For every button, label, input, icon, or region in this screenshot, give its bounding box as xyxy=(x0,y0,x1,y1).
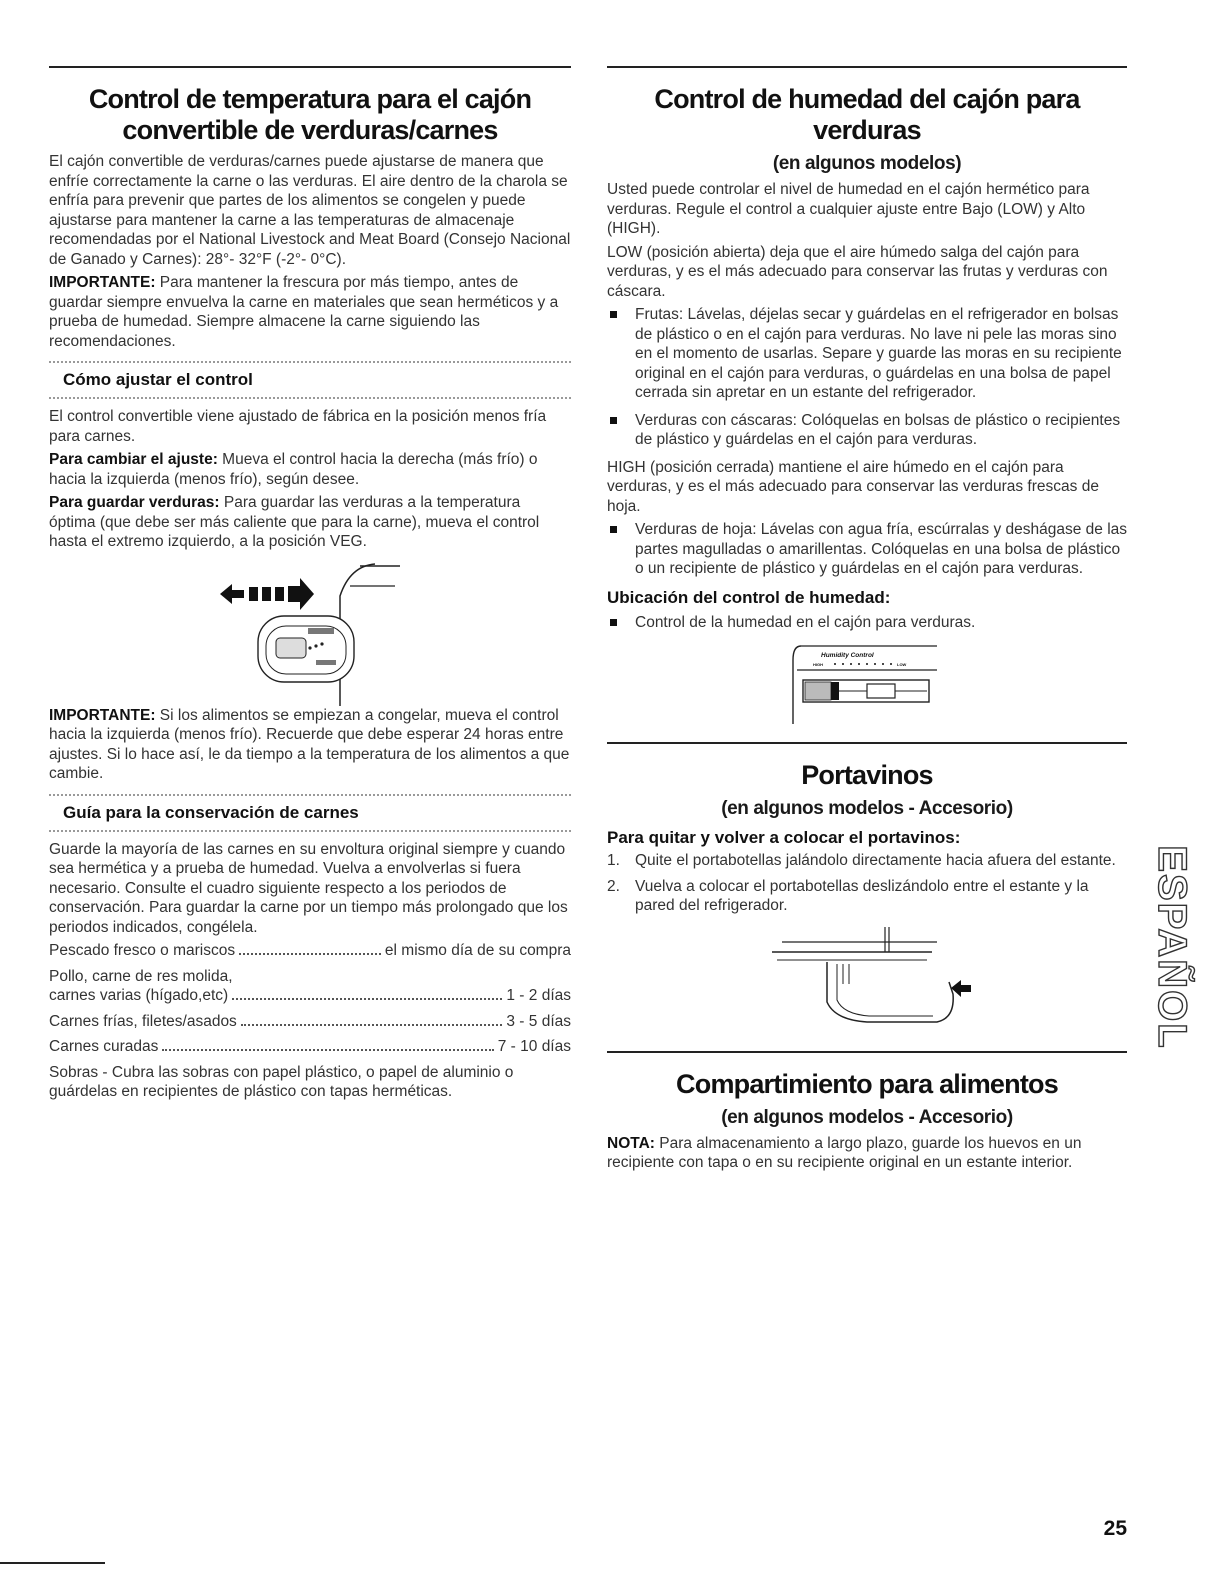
important-text: Para mantener la frescura por más tiempo, antes de guardar siempre envuelva la carne en materiales que sean herméticos y a prueba de humedad. Siempre almacene la carne siguiendo las recomendaciones. xyxy=(49,274,559,350)
important-note-2 xyxy=(49,706,571,784)
storage-row-cured xyxy=(49,1037,571,1057)
important-label: IMPORTANTE: xyxy=(49,706,156,724)
section-rule xyxy=(607,66,1127,68)
important-note-1 xyxy=(49,273,571,351)
store-vegetables-text: Para guardar las verduras a la temperatura óptima (que debe ser más caliente que para la carne), mueva el control hasta el extremo izquierdo, a la posición VEG. xyxy=(49,494,540,550)
humidity-location-heading: Ubicación del control de humedad: xyxy=(607,587,891,607)
meat-guide-heading: Guía para la conservación de carnes xyxy=(63,802,359,822)
food-compartment-title: Compartimiento para alimentos xyxy=(676,1068,1058,1099)
step-text: Quite el portabotellas jalándolo directamente hacia afuera del estante. xyxy=(635,852,1116,869)
wine-rack-steps xyxy=(607,851,1127,916)
storage-item: Carnes curadas xyxy=(49,1038,159,1055)
list-item: Verduras con cáscaras: Colóquelas en bolsas de plástico o recipientes de plástico y guárdelas en el cajón para verduras. xyxy=(607,411,1127,450)
storage-item: Carnes frías, filetes/asados xyxy=(49,1012,237,1030)
storage-item: Pescado fresco o mariscos xyxy=(49,942,236,959)
store-vegetables-paragraph xyxy=(49,493,571,552)
section-rule xyxy=(607,742,1127,744)
footer-rule xyxy=(0,1562,105,1564)
storage-period: 3 - 5 días xyxy=(506,1012,571,1030)
humidity-subtitle: (en algunos modelos) xyxy=(772,153,962,174)
change-setting-text: Mueva el control hacia la derecha (más frío) o hacia la izquierda (menos frío), según desee. xyxy=(49,451,538,488)
wine-rack-title: Portavinos xyxy=(801,760,933,790)
store-vegetables-label: Para guardar verduras: xyxy=(49,494,220,511)
leftovers-note: Sobras - Cubra las sobras con papel plástico, o papel de aluminio o guárdelas en recipientes de plástico con tapas herméticas. xyxy=(49,1063,514,1100)
storage-row-cold-cuts xyxy=(49,1012,571,1032)
dotted-rule xyxy=(49,830,571,832)
convertible-control-illustration xyxy=(200,556,420,706)
food-compartment-subtitle: (en algunos modelos - Accesorio) xyxy=(721,1106,1013,1128)
section-rule xyxy=(49,66,571,68)
step-item xyxy=(607,851,1127,871)
adjust-control-heading: Cómo ajustar el control xyxy=(63,370,253,389)
change-setting-label: Para cambiar el ajuste: xyxy=(49,451,218,468)
section-rule xyxy=(607,1051,1127,1053)
storage-row-poultry xyxy=(49,986,571,1006)
humidity-control-illustration xyxy=(787,640,947,724)
step-number: 1. xyxy=(607,852,620,869)
adjust-control-subheading xyxy=(49,361,571,399)
dotted-rule xyxy=(49,397,571,399)
storage-period: 1 - 2 días xyxy=(506,987,571,1004)
left-column xyxy=(49,66,571,1106)
temperature-intro: El cajón convertible de verduras/carnes puede ajustarse de manera que enfríe correctamente la carne o las verduras. El aire dentro de la charola se enfría para prevenir que partes de los alimentos se congelen y puede ajustarse para mantener la carne a las temperaturas de almacenaje recomendadas por el National Livestock and Meat Board (Consejo Nacional de Ganado y Carnes): 28°- 32°F (-2°- 0°C). xyxy=(49,153,571,268)
step-number: 2. xyxy=(607,877,620,895)
high-setting-text: HIGH (posición cerrada) mantiene el aire húmedo en el cajón para verduras, y es el más adecuado para conservar las verduras frescas de hoja. xyxy=(607,458,1099,515)
page-number: 25 xyxy=(1103,1517,1127,1540)
important-label: IMPORTANTE: xyxy=(49,274,156,291)
wine-rack-subtitle: (en algunos modelos - Accesorio) xyxy=(721,798,1013,819)
note-label: NOTA: xyxy=(607,1134,655,1152)
list-item: Frutas: Lávelas, déjelas secar y guárdelas en el refrigerador en bolsas de plástico o en el cajón para verduras. No lave ni pele las moras sino en el momento de usarlas. Separe y guarde las moras en su recipiente original en el cajón para verduras, o guárdelas en una bolsa de papel cerrada sin apretar en un estante del refrigerador. xyxy=(607,305,1127,403)
low-setting-list xyxy=(607,305,1127,450)
list-item: Control de la humedad en el cajón para verduras. xyxy=(607,613,1127,633)
food-compartment-note xyxy=(607,1134,1127,1173)
high-setting-list xyxy=(607,520,1127,579)
humidity-high-label: HIGH xyxy=(813,662,823,667)
humidity-control-label: Humidity Control xyxy=(821,652,874,659)
temperature-control-title: Control de temperatura para el cajón convertible de verduras/carnes xyxy=(88,84,532,145)
meat-guide-subheading xyxy=(49,794,571,832)
meat-guide-intro: Guarde la mayoría de las carnes en su envoltura original siempre y cuando sea hermética y a prueba de humedad. Vuelva a envolverlas si fuera necesario. Consulte el cuadro siguiente respecto a los periodos de conservación. Para guardar la carne por un tiempo más prolongado que los periodos indicados, congélela. xyxy=(49,840,568,936)
low-setting-text: LOW (posición abierta) deja que el aire húmedo salga del cajón para verduras, y es el más adecuado para conservar las frutas y verduras con cáscara. xyxy=(607,243,1108,300)
storage-row-fish xyxy=(49,941,571,961)
humidity-location-list xyxy=(607,613,1127,633)
step-item xyxy=(607,877,1127,916)
step-text: Vuelva a colocar el portabotellas deslizándolo entre el estante y la pared del refrigerador. xyxy=(635,877,1089,914)
language-tab-label: ESPAÑOL xyxy=(1150,845,1194,1050)
important-text: Si los alimentos se empiezan a congelar, mueva el control hacia la izquierda (menos frío). Recuerde que debe esperar 24 horas entre ajustes. Si lo hace así, le da tiempo a la temperatura de los alimentos a que cambie. xyxy=(49,706,570,782)
wine-rack-illustration xyxy=(757,922,977,1037)
storage-item-line: Pollo, carne de res molida, xyxy=(49,967,233,985)
change-setting-paragraph xyxy=(49,450,571,489)
wine-rack-steps-heading: Para quitar y volver a colocar el portavinos: xyxy=(607,828,961,847)
storage-item: carnes varias (hígado,etc) xyxy=(49,987,229,1004)
humidity-intro: Usted puede controlar el nivel de humedad en el cajón hermético para verduras. Regule el control a cualquier ajuste entre Bajo (LOW) y Alto (HIGH). xyxy=(607,181,1090,237)
storage-period: el mismo día de su compra xyxy=(384,942,571,959)
humidity-control-title: Control de humedad del cajón para verduras xyxy=(654,84,1080,145)
list-item: Verduras de hoja: Lávelas con agua fría, escúrralas y deshágase de las partes magulladas o amarillentas. Colóquelas en una bolsa de plástico o un recipiente de plástico y guárdelas en el cajón para verduras. xyxy=(607,520,1127,579)
storage-period: 7 - 10 días xyxy=(497,1038,571,1055)
adjust-intro: El control convertible viene ajustado de fábrica en la posición menos fría para carnes. xyxy=(49,408,547,445)
language-side-tab xyxy=(1150,815,1194,1080)
humidity-low-label: LOW xyxy=(897,662,907,667)
note-text: Para almacenamiento a largo plazo, guarde los huevos en un recipiente con tapa o en su recipiente original en un estante interior. xyxy=(607,1134,1082,1171)
right-column xyxy=(607,66,1127,1177)
